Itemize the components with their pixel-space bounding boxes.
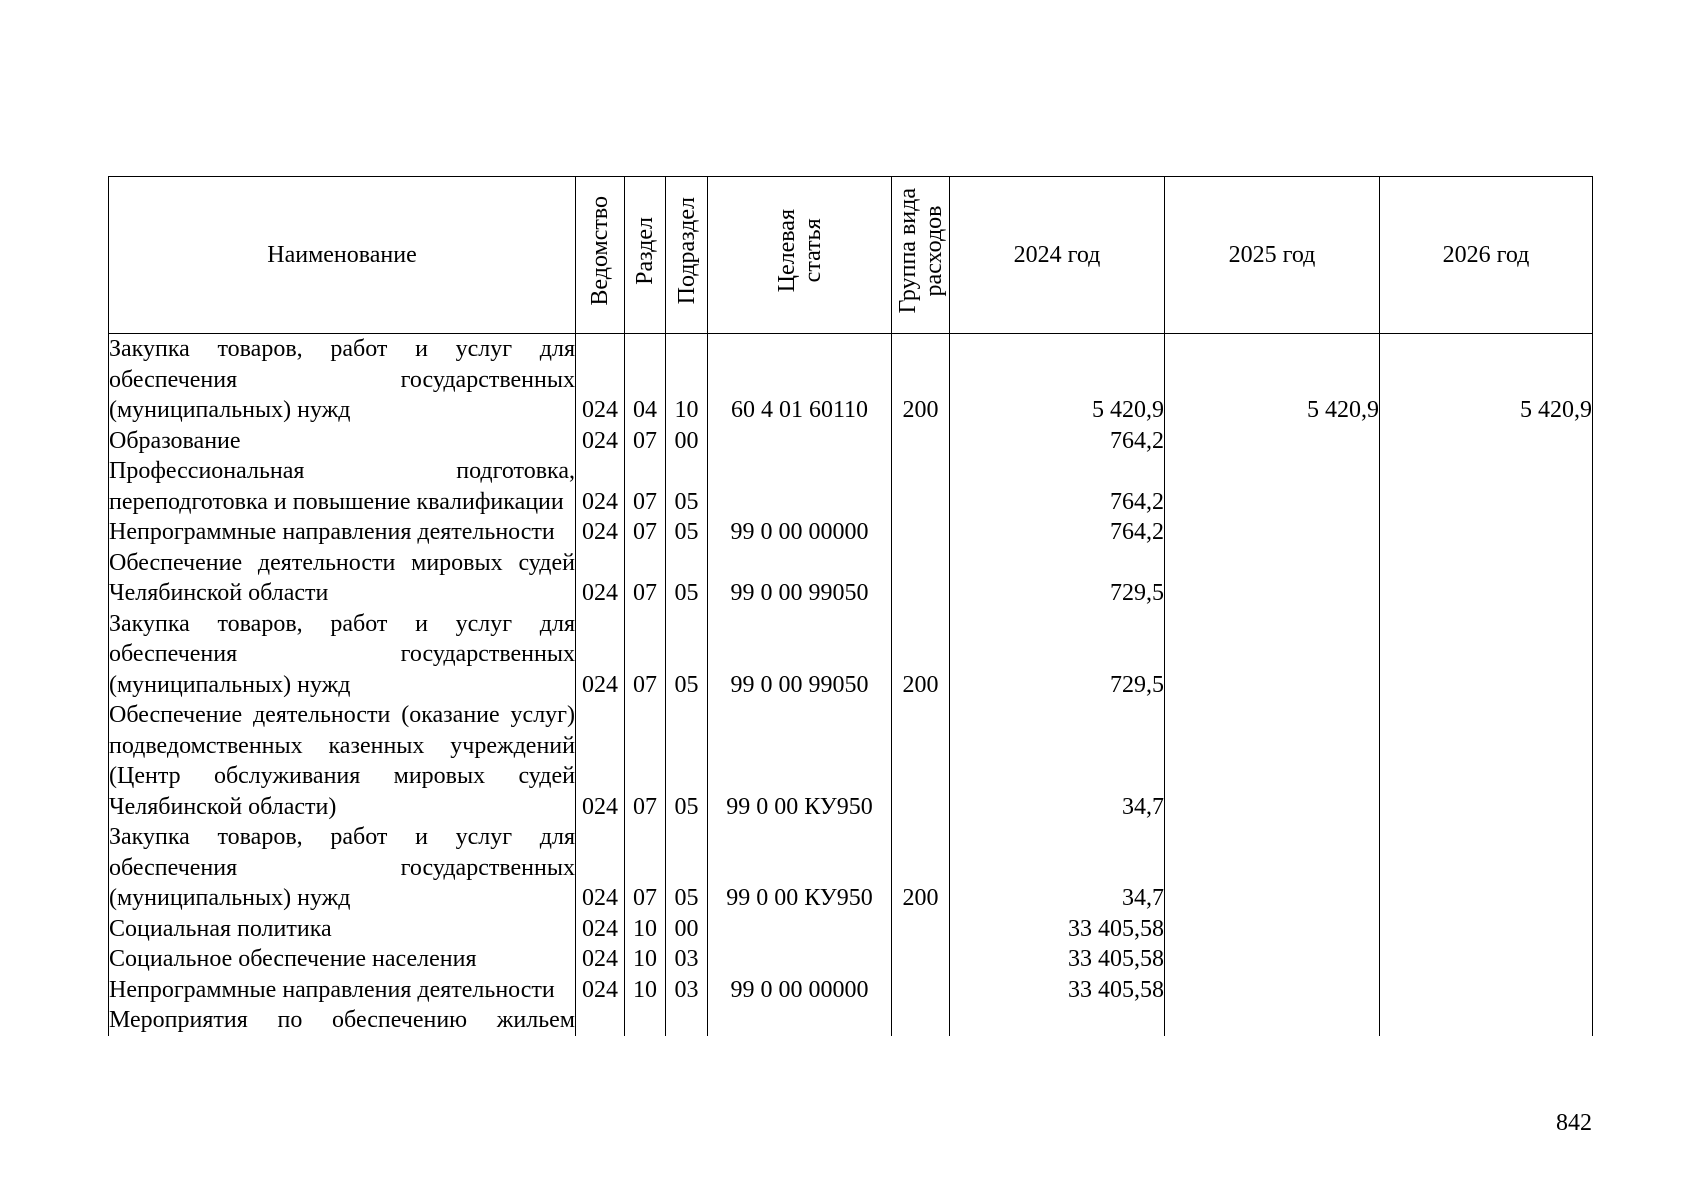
row-celevaya-statya: 99 0 00 99050 bbox=[708, 548, 892, 609]
row-podrazdel: 10 bbox=[666, 334, 708, 426]
row-name: Закупка товаров, работ и услуг для обеспечения государственных (муниципальных) нужд bbox=[109, 822, 576, 914]
row-name: Закупка товаров, работ и услуг для обеспечения государственных (муниципальных) нужд bbox=[109, 334, 576, 426]
header-2025: 2025 год bbox=[1165, 177, 1380, 334]
header-podrazdel: Подраздел bbox=[666, 177, 708, 334]
row-2024: 33 405,58 bbox=[950, 975, 1165, 1006]
row-razdel: 07 bbox=[625, 700, 666, 822]
row-vedomstvo: 024 bbox=[576, 548, 625, 609]
row-2025 bbox=[1165, 456, 1380, 517]
table-row bbox=[109, 517, 1593, 548]
row-celevaya-statya: 99 0 00 КУ950 bbox=[708, 822, 892, 914]
header-2026: 2026 год bbox=[1380, 177, 1593, 334]
row-celevaya-statya: 99 0 00 99050 bbox=[708, 609, 892, 701]
row-razdel: 04 bbox=[625, 334, 666, 426]
table-row bbox=[109, 609, 1593, 701]
row-2024: 5 420,9 bbox=[950, 334, 1165, 426]
row-vedomstvo: 024 bbox=[576, 334, 625, 426]
table-row-partial bbox=[109, 1005, 1593, 1036]
table-row bbox=[109, 914, 1593, 945]
row-2025 bbox=[1165, 975, 1380, 1006]
row-razdel: 07 bbox=[625, 426, 666, 457]
row-name: Непрограммные направления деятельности bbox=[109, 975, 576, 1006]
row-vedomstvo: 024 bbox=[576, 822, 625, 914]
table-row bbox=[109, 975, 1593, 1006]
row-2025 bbox=[1165, 426, 1380, 457]
row-podrazdel: 03 bbox=[666, 975, 708, 1006]
row-2024: 764,2 bbox=[950, 456, 1165, 517]
header-celevaya-statya: Целевая статья bbox=[708, 177, 892, 334]
row-celevaya-statya: 99 0 00 00000 bbox=[708, 517, 892, 548]
row-celevaya-statya bbox=[708, 944, 892, 975]
row-gruppa bbox=[892, 944, 950, 975]
row-2026 bbox=[1380, 456, 1593, 517]
row-2025 bbox=[1165, 548, 1380, 609]
row-gruppa: 200 bbox=[892, 609, 950, 701]
row-gruppa bbox=[892, 426, 950, 457]
row-gruppa bbox=[892, 700, 950, 822]
row-gruppa: 200 bbox=[892, 334, 950, 426]
table-row bbox=[109, 822, 1593, 914]
row-celevaya-statya bbox=[708, 914, 892, 945]
row-razdel: 10 bbox=[625, 975, 666, 1006]
row-vedomstvo: 024 bbox=[576, 426, 625, 457]
row-razdel: 10 bbox=[625, 914, 666, 945]
page-number: 842 bbox=[1556, 1110, 1592, 1136]
row-name: Мероприятия по обеспечению жильем bbox=[109, 1005, 576, 1036]
row-gruppa bbox=[892, 975, 950, 1006]
row-podrazdel: 05 bbox=[666, 548, 708, 609]
table-row bbox=[109, 700, 1593, 822]
row-celevaya-statya: 99 0 00 00000 bbox=[708, 975, 892, 1006]
row-podrazdel: 05 bbox=[666, 609, 708, 701]
row-2024: 764,2 bbox=[950, 517, 1165, 548]
table-row bbox=[109, 334, 1593, 426]
row-2026 bbox=[1380, 517, 1593, 548]
row-vedomstvo: 024 bbox=[576, 914, 625, 945]
row-2026 bbox=[1380, 822, 1593, 914]
row-2024: 34,7 bbox=[950, 700, 1165, 822]
row-name: Социальная политика bbox=[109, 914, 576, 945]
row-razdel: 07 bbox=[625, 456, 666, 517]
header-2024: 2024 год bbox=[950, 177, 1165, 334]
header-vedomstvo: Ведомство bbox=[576, 177, 625, 334]
row-gruppa bbox=[892, 517, 950, 548]
row-2024: 34,7 bbox=[950, 822, 1165, 914]
row-2025 bbox=[1165, 914, 1380, 945]
row-2025 bbox=[1165, 822, 1380, 914]
header-gruppa-vida-rashodov: Группа вида расходов bbox=[892, 177, 950, 334]
header-razdel: Раздел bbox=[625, 177, 666, 334]
table-row bbox=[109, 456, 1593, 517]
row-2024: 764,2 bbox=[950, 426, 1165, 457]
row-celevaya-statya: 99 0 00 КУ950 bbox=[708, 700, 892, 822]
row-gruppa bbox=[892, 456, 950, 517]
row-vedomstvo: 024 bbox=[576, 456, 625, 517]
row-vedomstvo: 024 bbox=[576, 975, 625, 1006]
row-name: Обеспечение деятельности (оказание услуг) подведомственных казенных учреждений (Центр обслуживания мировых судей Челябинской области) bbox=[109, 700, 576, 822]
row-podrazdel: 05 bbox=[666, 517, 708, 548]
row-2025 bbox=[1165, 517, 1380, 548]
row-2026 bbox=[1380, 609, 1593, 701]
row-podrazdel: 00 bbox=[666, 426, 708, 457]
row-gruppa bbox=[892, 548, 950, 609]
budget-table bbox=[108, 176, 1593, 1036]
row-name: Закупка товаров, работ и услуг для обеспечения государственных (муниципальных) нужд bbox=[109, 609, 576, 701]
row-2025: 5 420,9 bbox=[1165, 334, 1380, 426]
row-podrazdel: 05 bbox=[666, 700, 708, 822]
row-vedomstvo: 024 bbox=[576, 517, 625, 548]
table-body bbox=[109, 334, 1593, 1036]
row-razdel: 07 bbox=[625, 517, 666, 548]
row-name: Обеспечение деятельности мировых судей Челябинской области bbox=[109, 548, 576, 609]
row-name: Профессиональная подготовка, переподготовка и повышение квалификации bbox=[109, 456, 576, 517]
row-celevaya-statya bbox=[708, 426, 892, 457]
row-2024: 33 405,58 bbox=[950, 944, 1165, 975]
row-name: Социальное обеспечение населения bbox=[109, 944, 576, 975]
row-razdel: 10 bbox=[625, 944, 666, 975]
row-2026 bbox=[1380, 700, 1593, 822]
row-razdel: 07 bbox=[625, 822, 666, 914]
row-gruppa: 200 bbox=[892, 822, 950, 914]
row-2025 bbox=[1165, 609, 1380, 701]
row-2025 bbox=[1165, 944, 1380, 975]
row-vedomstvo: 024 bbox=[576, 700, 625, 822]
row-2026: 5 420,9 bbox=[1380, 334, 1593, 426]
row-podrazdel: 05 bbox=[666, 456, 708, 517]
row-razdel: 07 bbox=[625, 548, 666, 609]
row-name: Образование bbox=[109, 426, 576, 457]
row-2026 bbox=[1380, 914, 1593, 945]
row-podrazdel: 03 bbox=[666, 944, 708, 975]
row-2025 bbox=[1165, 700, 1380, 822]
row-name: Непрограммные направления деятельности bbox=[109, 517, 576, 548]
row-celevaya-statya: 60 4 01 60110 bbox=[708, 334, 892, 426]
row-podrazdel: 00 bbox=[666, 914, 708, 945]
row-2026 bbox=[1380, 975, 1593, 1006]
row-podrazdel: 05 bbox=[666, 822, 708, 914]
header-name: Наименование bbox=[109, 177, 576, 334]
row-razdel: 07 bbox=[625, 609, 666, 701]
table-header bbox=[109, 177, 1593, 334]
table-row bbox=[109, 944, 1593, 975]
row-gruppa bbox=[892, 914, 950, 945]
table-row bbox=[109, 426, 1593, 457]
row-2026 bbox=[1380, 426, 1593, 457]
table-row bbox=[109, 548, 1593, 609]
row-celevaya-statya bbox=[708, 456, 892, 517]
row-2024: 729,5 bbox=[950, 548, 1165, 609]
row-vedomstvo: 024 bbox=[576, 609, 625, 701]
row-2026 bbox=[1380, 548, 1593, 609]
row-2024: 729,5 bbox=[950, 609, 1165, 701]
row-vedomstvo: 024 bbox=[576, 944, 625, 975]
row-2024: 33 405,58 bbox=[950, 914, 1165, 945]
row-2026 bbox=[1380, 944, 1593, 975]
